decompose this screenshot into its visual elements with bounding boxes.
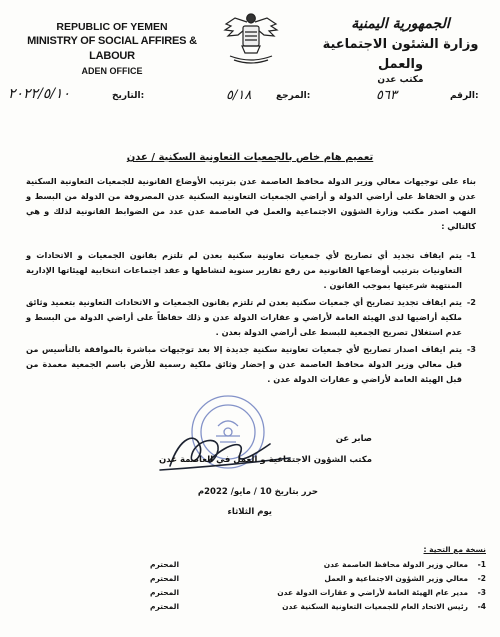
english-letterhead bbox=[12, 20, 212, 77]
english-country: REPUBLIC OF YEMEN bbox=[56, 21, 168, 33]
rule-item bbox=[26, 295, 476, 340]
copy-recipient-text: رئيس الاتحاد العام للجمعيات التعاونية السكنية عدن bbox=[282, 602, 468, 611]
copy-number: 3- bbox=[477, 588, 486, 597]
copies-heading bbox=[424, 545, 486, 554]
signatory-title: مكتب الشؤون الاجتماعية و العمل في العاصمة عدن bbox=[159, 455, 372, 465]
date-label: :التاريخ bbox=[112, 91, 145, 101]
number-label: :الرقم bbox=[450, 91, 479, 101]
issue-weekday: يوم الثلاثاء bbox=[227, 507, 272, 517]
copy-salutation: المحترم bbox=[150, 588, 180, 597]
rule-item bbox=[26, 342, 476, 387]
document-title bbox=[0, 152, 500, 163]
rule-number: 1- bbox=[466, 250, 476, 260]
signatory-name: صابر عن bbox=[335, 434, 372, 444]
rules-list bbox=[26, 248, 476, 389]
copy-recipient bbox=[150, 588, 486, 602]
copy-recipient bbox=[150, 574, 486, 588]
copy-salutation: المحترم bbox=[150, 574, 180, 583]
copies-heading-text: نسخة مع التحية : bbox=[423, 545, 486, 554]
reference-label: :المرجع bbox=[276, 91, 311, 101]
reference-row bbox=[8, 86, 494, 108]
reference-value: ٥/١٨ bbox=[226, 88, 252, 103]
copy-recipient bbox=[150, 560, 486, 574]
rule-text: يتم ايقاف اصدار تصاريح لأي جمعيات تعاونية سكنية جديدة إلا بعد توجيهات مباشرة بالموافقة بالتأسيس من قبل معالي وزير الدولة محافظ العاصمة عدن و إحضار وثائق ملكية رسمية للأرض باسم الجمعية معمدة من قبل الهيئة العامة لأراضي و عقارات الدولة عدن . bbox=[26, 344, 462, 384]
rule-number: 2- bbox=[466, 297, 476, 307]
copies-list bbox=[150, 560, 486, 616]
copy-recipient-text: مدير عام الهيئة العامة لأراضي و عقارات الدولة عدن bbox=[277, 588, 468, 597]
number-value: ٥٦٣ bbox=[376, 88, 397, 103]
arabic-letterhead bbox=[313, 14, 488, 88]
rule-text: يتم ايقاف تجديد تصاريح أي جمعيات سكنية بعدن لم تلتزم بقانون الجمعيات و الاتحادات التعاونية بتعميد وثائق ملكية أراضيها لدى الهيئة العامة لأراضي و عقارات الدولة عدن و ذلك حفاظاً على أراضي الدولة من البسط و عدم استغلال تصريح الجمعية للبسط على أراضي الدولة بعدن . bbox=[26, 297, 462, 337]
arabic-country: الجمهورية اليمنية bbox=[351, 16, 450, 32]
copy-salutation: المحترم bbox=[150, 560, 180, 569]
copy-recipient-text: معالي وزير الشؤون الاجتماعية و العمل bbox=[324, 574, 468, 583]
intro-text: بناء على توجيهات معالي وزير الدولة محافظ العاصمة عدن بترتيب الأوضاع القانونية للجمعيات التعاونية السكنية عدن و الحفاظ على أراضي الدولة و أراضي الجمعيات التعاونية السكنية عدن المصروفة من الدولة من البسط و النهب اصدر مكتب وزارة الشؤون الاجتماعية والعمل في العاصمة عدن عدد من الضوابط القانونية لذلك و هي كالتالي : bbox=[26, 176, 476, 231]
english-ministry: MINISTRY OF SOCIAL AFFIRES & LABOUR bbox=[27, 35, 197, 63]
document-title-text: تعميم هام خاص بالجمعيات التعاونية السكنية / عدن bbox=[126, 152, 374, 163]
copy-number: 4- bbox=[477, 602, 486, 611]
copy-number: 1- bbox=[477, 560, 486, 569]
issue-date: حرر بتاريخ 10 / مايو/ 2022م bbox=[197, 487, 318, 497]
copy-salutation: المحترم bbox=[150, 602, 180, 611]
rule-item bbox=[26, 248, 476, 293]
rule-number: 3- bbox=[466, 344, 476, 354]
copy-number: 2- bbox=[477, 574, 486, 583]
rule-text: يتم ايقاف تجديد أي تصاريح لأي جمعيات تعاونية سكنية بعدن لم تلتزم بقانون الجمعيات و الاتحادات و التعاونيات بترتيب أوضاعها القانونية من رفع تقارير سنوية لنشاطها و عقد اجتماعات انتخابية لهيئاتها الإدارية المنتهية شرعيتها بموجب القانون . bbox=[26, 250, 462, 290]
intro-paragraph bbox=[26, 174, 476, 234]
copy-recipient bbox=[150, 602, 486, 616]
arabic-office: مكتب عدن bbox=[377, 75, 424, 85]
yemen-eagle-emblem-icon bbox=[222, 8, 280, 72]
english-office: ADEN OFFICE bbox=[81, 65, 143, 76]
copy-recipient-text: معالي وزير الدولة محافظ العاصمة عدن bbox=[323, 560, 468, 569]
arabic-ministry: وزارة الشئون الاجتماعية والعمل bbox=[322, 37, 479, 72]
date-value: ٢٠٢٢/٥/١٠ bbox=[8, 86, 71, 102]
